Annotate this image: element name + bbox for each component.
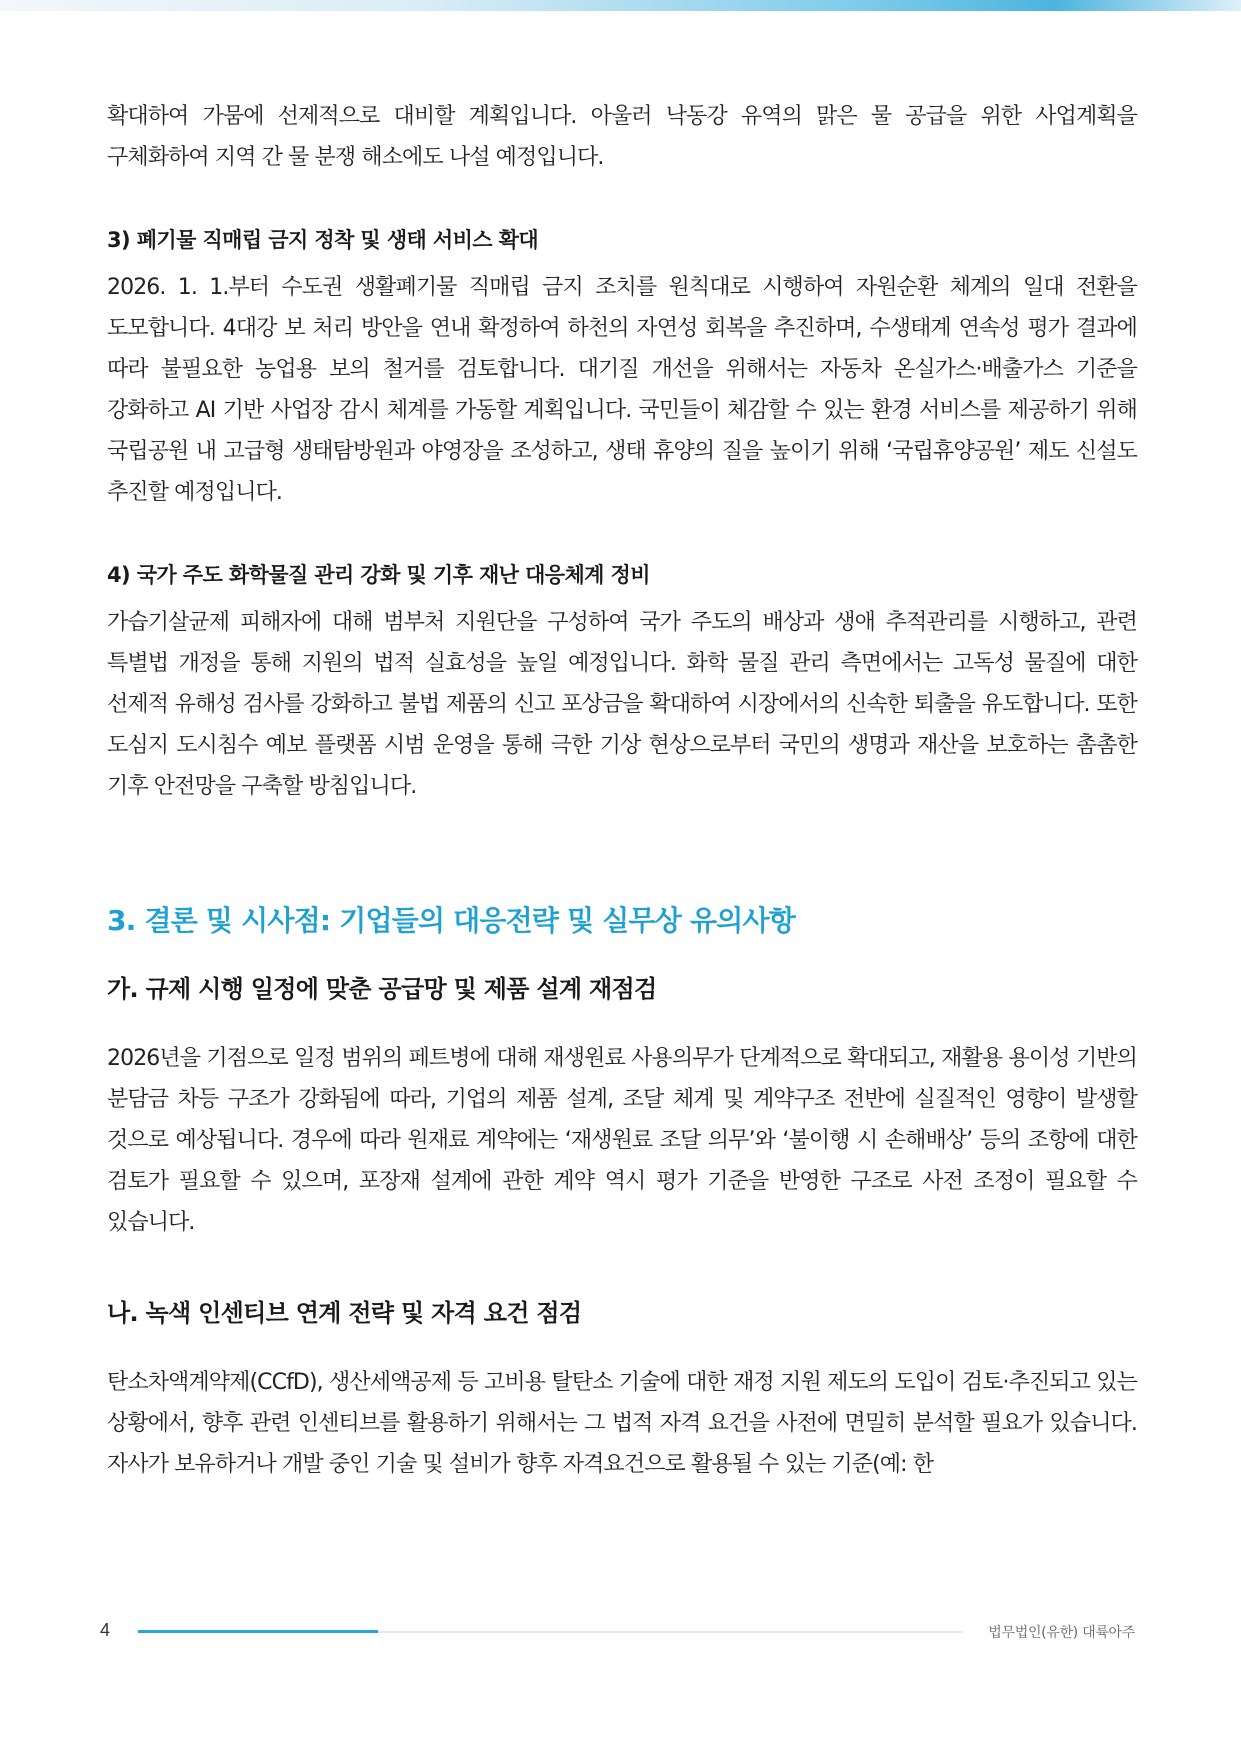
document-content <box>107 96 1137 1485</box>
top-gradient-bar <box>0 0 1241 11</box>
part-body-na: 탄소차액계약제(CCfD), 생산세액공제 등 고비용 탈탄소 기술에 대한 재정 지원 제도의 도입이 검토·추진되고 있는 상황에서, 향후 관련 인센티브를 활용하기 위해서는 그 법적 자격 요건을 사전에 면밀히 분석할 필요가 있습니다. 자사가 보유하거나 개발 중인 기술 및 설비가 향후 자격요건으로 활용될 수 있는 기준(예: 한 <box>107 1370 1137 1477</box>
footer-divider-accent <box>138 1630 378 1633</box>
part-title-na: 나. 녹색 인센티브 연계 전략 및 자격 요건 점검 <box>107 1299 582 1327</box>
firm-name: 법무법인(유한) 대륙아주 <box>988 1625 1135 1641</box>
subsection-heading-4: 4) 국가 주도 화학물질 관리 강화 및 기후 재난 대응체계 정비 <box>107 563 650 587</box>
subsection-body-4: 가습기살균제 피해자에 대해 범부처 지원단을 구성하여 국가 주도의 배상과 생애 추적관리를 시행하고, 관련 특별법 개정을 통해 지원의 법적 실효성을 높일 예정입니다. 화학 물질 관리 측면에서는 고독성 물질에 대한 선제적 유해성 검사를 강화하고 불법 제품의 신고 포상금을 확대하여 시장에서의 신속한 퇴출을 유도합니다. 또한 도심지 도시침수 예보 플랫폼 시범 운영을 통해 극한 기상 현상으로부터 국민의 생명과 재산을 보호하는 촘촘한 기후 안전망을 구축할 방침입니다. <box>107 610 1138 799</box>
subsection-heading-3: 3) 폐기물 직매립 금지 정착 및 생태 서비스 확대 <box>107 228 539 252</box>
section-title: 3. 결론 및 시사점: 기업들의 대응전략 및 실무상 유의사항 <box>107 904 795 937</box>
subsection-body-3: 2026. 1. 1.부터 수도권 생활폐기물 직매립 금지 조치를 원칙대로 시행하여 자원순환 체계의 일대 전환을 도모합니다. 4대강 보 처리 방안을 연내 확정하여 하천의 자연성 회복을 추진하며, 수생태계 연속성 평가 결과에 따라 불필요한 농업용 보의 철거를 검토합니다. 대기질 개선을 위해서는 자동차 온실가스·배출가스 기준을 강화하고 AI 기반 사업장 감시 체계를 가동할 계획입니다. 국민들이 체감할 수 있는 환경 서비스를 제공하기 위해 국립공원 내 고급형 생태탐방원과 야영장을 조성하고, 생태 휴양의 질을 높이기 위해 ‘국립휴양공원’ 제도 신설도 추진할 예정입니다. <box>107 275 1137 505</box>
page-footer <box>0 1620 1241 1660</box>
part-body-ga: 2026년을 기점으로 일정 범위의 페트병에 대해 재생원료 사용의무가 단계적으로 확대되고, 재활용 용이성 기반의 분담금 차등 구조가 강화됨에 따라, 기업의 제품 설계, 조달 체계 및 계약구조 전반에 실질적인 영향이 발생할 것으로 예상됩니다. 경우에 따라 원재료 계약에는 ‘재생원료 조달 의무’와 ‘불이행 시 손해배상’ 등의 조항에 대한 검토가 필요할 수 있으며, 포장재 설계에 관한 계약 역시 평가 기준을 반영한 구조로 사전 조정이 필요할 수 있습니다. <box>107 1046 1137 1235</box>
footer-divider <box>138 1631 963 1633</box>
page-number: 4 <box>100 1620 111 1640</box>
part-title-ga: 가. 규제 시행 일정에 맞춘 공급망 및 제품 설계 재점검 <box>107 975 657 1003</box>
intro-paragraph: 확대하여 가뭄에 선제적으로 대비할 계획입니다. 아울러 낙동강 유역의 맑은 물 공급을 위한 사업계획을 구체화하여 지역 간 물 분쟁 해소에도 나설 예정입니다. <box>107 104 1137 170</box>
